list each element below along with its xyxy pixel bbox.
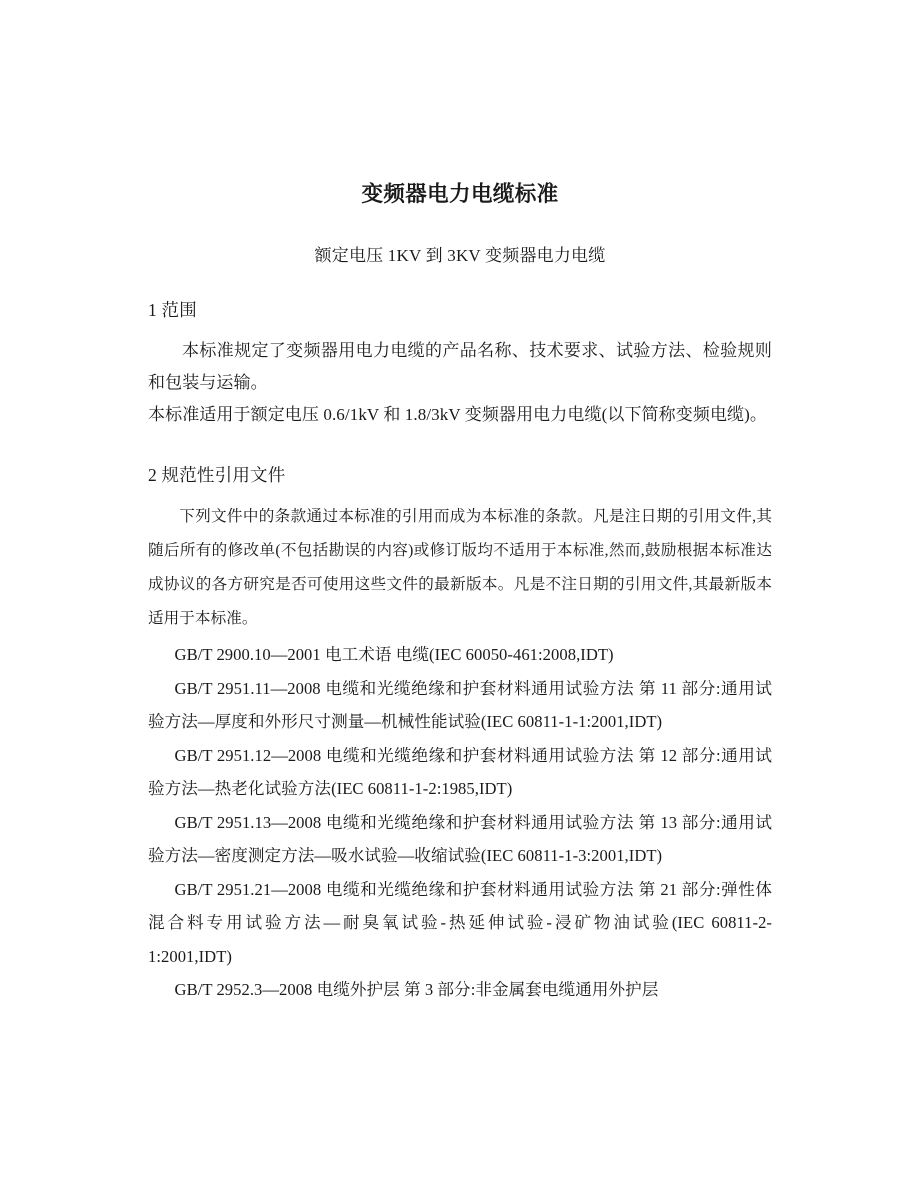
page-title: 变频器电力电缆标准	[361, 182, 559, 206]
reference-entry: GB/T 2951.11—2008 电缆和光缆绝缘和护套材料通用试验方法 第 11 部分:通用试验方法—厚度和外形尺寸测量—机械性能试验(IEC 60811-1-1:2001,IDT)	[148, 678, 772, 732]
reference-entry: GB/T 2951.13—2008 电缆和光缆绝缘和护套材料通用试验方法 第 13 部分:通用试验方法—密度测定方法—吸水试验—收缩试验(IEC 60811-1-3:2001,IDT)	[148, 812, 772, 866]
reference-entry: GB/T 2951.21—2008 电缆和光缆绝缘和护套材料通用试验方法 第 21 部分:弹性体混合料专用试验方法—耐臭氧试验-热延伸试验-浸矿物油试验(IEC 60811-2-1:2001,IDT)	[148, 879, 772, 966]
page-content	[148, 0, 772, 1007]
section-heading-scope: 1 范围	[148, 299, 197, 320]
section-heading-normative-references: 2 规范性引用文件	[148, 464, 286, 485]
section-1-paragraph-1: 本标准规定了变频器用电力电缆的产品名称、技术要求、试验方法、检验规则和包装与运输。	[148, 340, 772, 392]
section-2-paragraph-1: 下列文件中的条款通过本标准的引用而成为本标准的条款。凡是注日期的引用文件,其随后所有的修改单(不包括勘误的内容)或修订版均不适用于本标准,然而,鼓励根据本标准达成协议的各方研究是否可使用这些文件的最新版本。凡是不注日期的引用文件,其最新版本适用于本标准。	[148, 508, 772, 628]
normative-reference-list	[148, 638, 772, 1007]
reference-entry: GB/T 2952.3—2008 电缆外护层 第 3 部分:非金属套电缆通用外护层	[174, 980, 659, 1000]
reference-entry: GB/T 2900.10—2001 电工术语 电缆(IEC 60050-461:2008,IDT)	[174, 645, 614, 665]
reference-entry: GB/T 2951.12—2008 电缆和光缆绝缘和护套材料通用试验方法 第 12 部分:通用试验方法—热老化试验方法(IEC 60811-1-2:1985,IDT)	[148, 745, 772, 799]
page-subtitle: 额定电压 1KV 到 3KV 变频器电力电缆	[314, 245, 606, 265]
section-1-paragraph-2: 本标准适用于额定电压 0.6/1kV 和 1.8/3kV 变频器用电力电缆(以下简称变频电缆)。	[148, 404, 768, 424]
